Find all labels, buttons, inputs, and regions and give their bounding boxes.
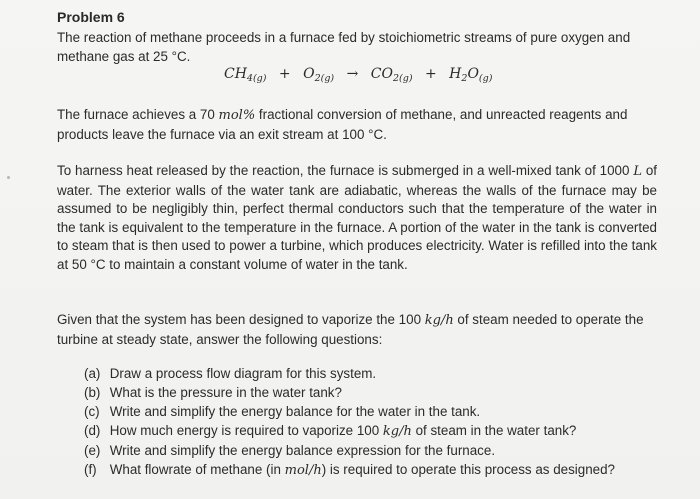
reaction-arrow: → [346,66,359,82]
unit: kg/h [424,313,454,328]
product-co2: $CO_{2(g)}$ [370,66,413,84]
conversion-paragraph: The furnace achieves a 70 mol% fractional conversion of methane, and unreacted reagents and products leave the furnace via an exit stream at 100 °C. [57,107,628,142]
design-paragraph: Given that the system has been designed to vaporize the 100 kg/h of steam needed to operate the turbine at steady state, answer the following questions: [57,312,644,347]
unit: mol% [218,108,256,123]
plus-sign: + [424,66,437,82]
question-item: (c) Write and simplify the energy balance for the water in the tank. [84,404,481,419]
reactant-methane: $CH_{4(g)}$ [224,66,267,84]
question-item: (f) What flowrate of methane (in mol/h) is required to operate this process as designed? [84,462,615,478]
question-item: (b) What is the pressure in the water tank? [84,385,342,400]
question-list [84,364,664,480]
reactant-oxygen: $O_{2(g)}$ [303,66,335,84]
problem-title: Problem 6 [57,9,125,25]
reaction-equation [224,66,492,84]
margin-mark [7,176,10,179]
question-item: (a) Draw a process flow diagram for this system. [84,366,377,381]
product-water: $H_2O_{(g)}$ [449,66,493,84]
plus-sign: + [278,66,291,82]
intro-paragraph: The reaction of methane proceeds in a furnace fed by stoichiometric streams of pure oxygen and methane gas at 25 °C. [57,30,631,64]
question-item: (d) How much energy is required to vaporize 100 kg/h of steam in the water tank? [84,423,577,439]
question-item: (e) Write and simplify the energy balance expression for the furnace. [84,443,496,458]
tank-paragraph: To harness heat released by the reaction, the furnace is submerged in a well-mixed tank of 1000 L of water. The exterior walls of the water tank are adiabatic, whereas the walls of the furnace may be assumed to be negligibly thin, perfect thermal conductors such that the temperature of the water in the tank is equivalent to the temperature in the furnace. A portion of the water in the tank is converted to steam that is then used to power a turbine, which produces electricity. Water is refilled into the tank at 50 °C to maintain a constant volume of water in the tank. [57,163,657,272]
unit: L [633,164,642,179]
